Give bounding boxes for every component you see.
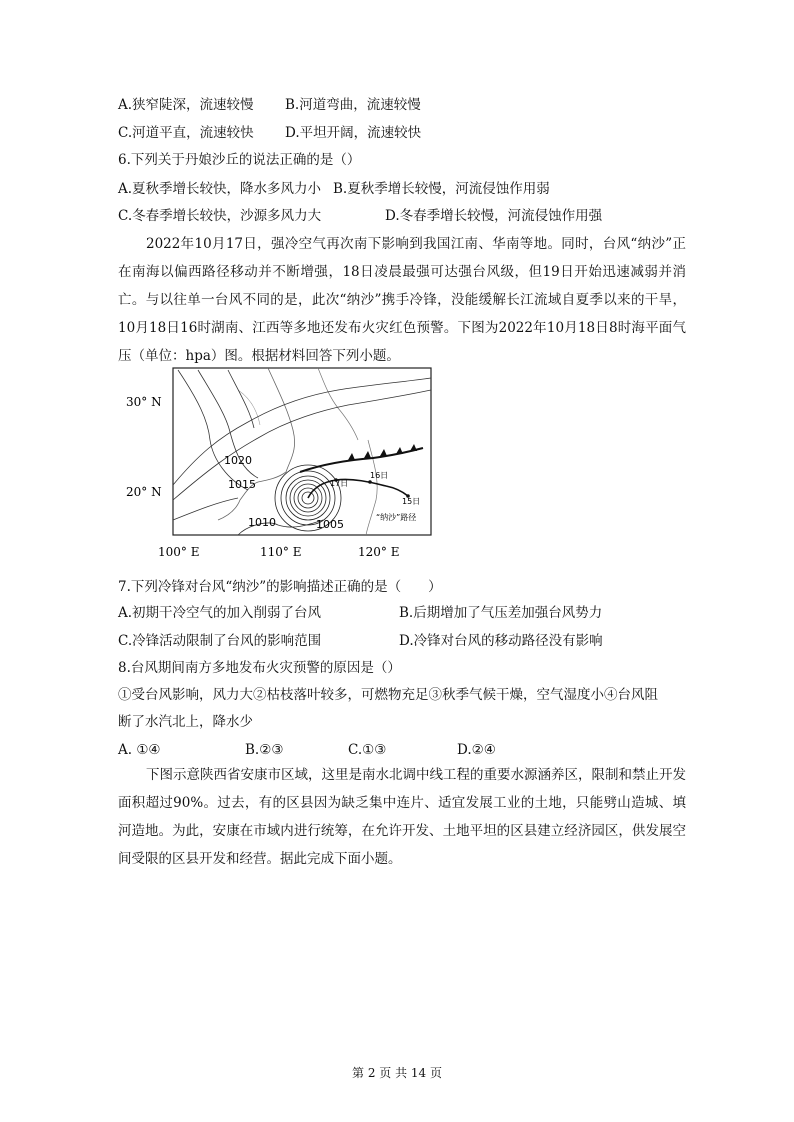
- sea-level-pressure-map: [118, 360, 448, 560]
- isobar-label-1005: 1005: [316, 518, 344, 531]
- q5-option-c: C.河道平直，流速较快: [118, 125, 254, 141]
- q8-option-a: A. ①④: [118, 742, 161, 758]
- q8-option-d: D.②④: [457, 742, 496, 758]
- passage-ankang: 下图示意陕西省安康市区域，这里是南水北调中线工程的重要水源涵养区，限制和禁止开发面积超过90%。过去，有的区县因为缺乏集中连片、适宜发展工业的土地，只能劈山造城、填河造地。为此，安康在市域内进行统筹，在允许开发、土地平坦的区县建立经济园区，供发展空间受限的区县开发和经营。据此完成下面小题。: [118, 767, 686, 867]
- q6-stem: 6.下列关于丹娘沙丘的说法正确的是（）: [118, 152, 361, 168]
- track-date-16: 16日: [370, 471, 389, 480]
- q6-option-b: B.夏秋季增长较慢，河流侵蚀作用弱: [333, 181, 550, 197]
- q6-option-c: C.冬春季增长较快，沙源多风力大: [118, 208, 322, 224]
- q7-option-c: C.冷锋活动限制了台风的影响范围: [118, 633, 322, 649]
- lat-label-30n: 30° N: [126, 395, 162, 409]
- q5-option-d: D.平坦开阔，流速较快: [285, 125, 422, 141]
- lon-label-100e: 100° E: [158, 545, 200, 559]
- q6-option-d: D.冬春季增长较慢，河流侵蚀作用强: [385, 208, 603, 224]
- track-label: “纳沙”路径: [376, 513, 417, 522]
- q8-option-c: C.①③: [348, 742, 387, 758]
- lat-label-20n: 20° N: [126, 485, 162, 499]
- q7-stem: 7.下列冷锋对台风“纳沙”的影响描述正确的是（ ）: [118, 579, 442, 595]
- q7-option-d: D.冷锋对台风的移动路径没有影响: [399, 633, 603, 649]
- track-date-15: 15日: [402, 497, 421, 506]
- track-date-17: 17日: [330, 479, 349, 488]
- isobar-label-1010: 1010: [248, 516, 276, 529]
- q6-option-a: A.夏秋季增长较快，降水多风力小: [118, 181, 322, 197]
- q8-stem: 8.台风期间南方多地发布火灾预警的原因是（）: [118, 660, 401, 676]
- q5-option-a: A.狭窄陡深，流速较慢: [118, 97, 254, 113]
- q7-option-a: A.初期干冷空气的加入削弱了台风: [118, 605, 322, 621]
- q8-statements-line1: ①受台风影响，风力大②枯枝落叶较多，可燃物充足③秋季气候干燥，空气湿度小④台风阻: [118, 687, 658, 703]
- page-footer: 第 2 页 共 14 页: [352, 1066, 442, 1080]
- isobar-label-1020: 1020: [224, 454, 252, 467]
- isobar-label-1015: 1015: [228, 478, 256, 491]
- q8-statements-line2: 断了水汽北上，降水少: [118, 714, 253, 730]
- q8-option-b: B.②③: [245, 742, 284, 758]
- lon-label-120e: 120° E: [358, 545, 400, 559]
- lon-label-110e: 110° E: [260, 545, 302, 559]
- q7-option-b: B.后期增加了气压差加强台风势力: [399, 605, 603, 621]
- passage-typhoon: 2022年10月17日，强冷空气再次南下影响到我国江南、华南等地。同时，台风“纳沙”正在南海以偏西路径移动并不断增强，18日凌晨最强可达强台风级，但19日开始迅速减弱并消亡。与以往单一台风不同的是，此次“纳沙”携手冷锋，没能缓解长江流域自夏季以来的干旱，10月18日16时湖南、江西等多地还发布火灾红色预警。下图为2022年10月18日8时海平面气压（单位：hpa）图。根据材料回答下列小题。: [118, 236, 686, 364]
- q5-option-b: B.河道弯曲，流速较慢: [285, 97, 421, 113]
